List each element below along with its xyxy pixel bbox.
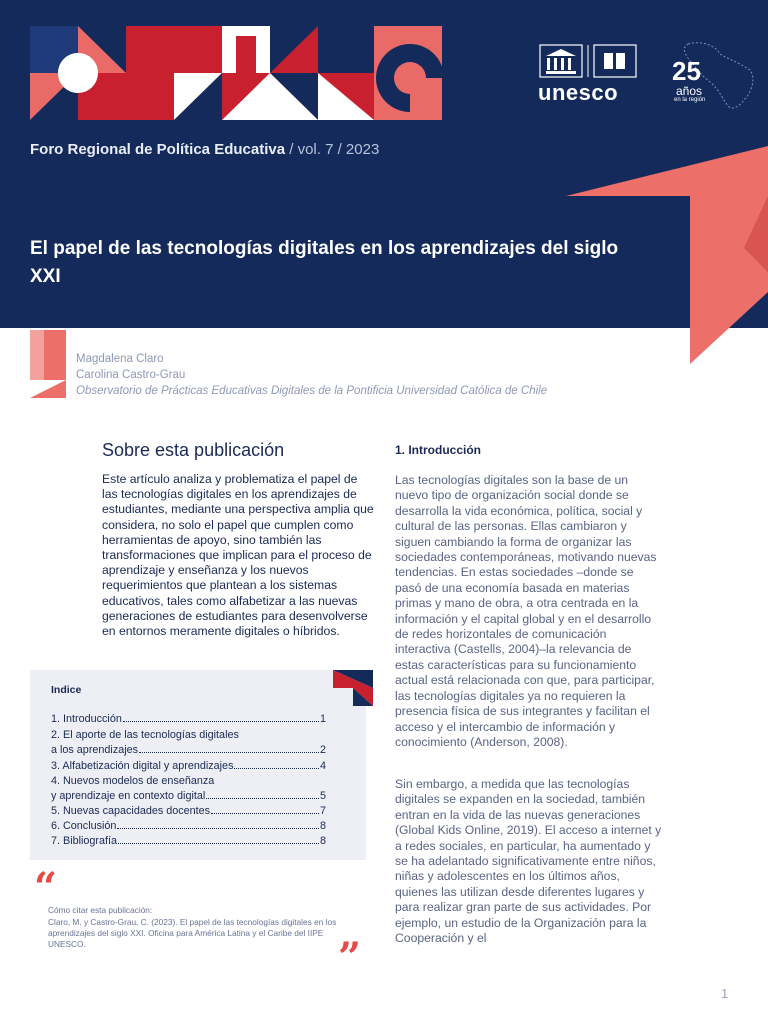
about-text: Este artículo analiza y problematiza el papel de las tecnologías digitales en los aprendizajes de estudiantes, mediante una perspectiva amplia que considera, no solo el papel que cumplen como herramientas de apoyo, sino también las transformaciones que implican para el proceso de aprendizaje y enseñanza y los nuevos requerimientos que plantean a los sistemas educativos, tales como alfabetizar a las nuevas generaciones de estudiantes para desenvolverse en entornos meramente digitales o híbridos. [102, 472, 374, 639]
geometric-pattern-banner [30, 26, 442, 120]
intro-heading: 1. Introducción [395, 443, 482, 457]
close-quote-icon: ” [338, 934, 362, 981]
author-affiliation: Observatorio de Prácticas Educativas Digitales de la Pontificia Universidad Católica de Chile [76, 385, 548, 397]
series-label [30, 141, 379, 158]
arrow-graphic [566, 146, 768, 364]
series-volume: / vol. 7 / 2023 [285, 141, 380, 158]
author-name: Magdalena Claro [76, 353, 164, 365]
author-decoration [30, 330, 66, 398]
index-item[interactable]: 1. Introducción 1 [51, 713, 326, 725]
open-quote-icon: “ [34, 864, 58, 911]
page-title: El papel de las tecnologías digitales en los aprendizajes del siglo XXI [30, 238, 619, 287]
intro-paragraph: Las tecnologías digitales son la base de un nuevo tipo de organización social donde se desarrolla la vida económica, política, social y cultural de las personas. Ellas cambiaron y siguen cambiando la forma de organizar las sociedades contemporáneas, motivando nuevas tendencias. En estas sociedades –donde se pasó de una economía basada en materias primas y mano de obra, a otra centrada en la información y el capital global y en el desarrollo de redes horizontales de comunicación interactiva (Castells, 2004)–la relevancia de estas características para su funcionamiento actual está relacionada con que, para participar, las tecnologías digitales ya no requieren la presencia física de sus integrantes y facilitan el acceso y el intercambio de información y conocimiento (Anderson, 2008). [395, 473, 657, 749]
index-title: Indice [51, 684, 82, 696]
unesco-logo [538, 44, 642, 104]
index-item[interactable]: 5. Nuevas capacidades docentes 7 [51, 805, 326, 817]
index-corner-decoration [333, 670, 373, 706]
citation-label: Cómo citar esta publicación: [48, 905, 153, 915]
intro-paragraph: Sin embargo, a medida que las tecnologías digitales se expanden en la sociedad, también entran en la vida de las nuevas generaciones (Global Kids Online, 2019). El acceso a internet y a redes sociales, en particular, ha aumentado y se ha adelantado significativamente entre niños, niñas y adolescentes en los últimos años, quienes las utilizan desde diferentes lugares y para realizar gran parte de sus actividades. Por ejemplo, un estudio de la Organización para la Cooperación y el [395, 777, 662, 946]
index-item[interactable]: 7. Bibliografía 8 [51, 835, 326, 847]
unesco-temple-icon [538, 44, 642, 80]
citation-text: Claro, M. y Castro-Grau, C. (2023). El papel de las tecnologías digitales en los aprendizajes del siglo XXI. Oficina para América Latina y el Caribe del IIPE UNESCO. [48, 917, 337, 949]
index-item[interactable]: y aprendizaje en contexto digital 5 [51, 790, 326, 802]
anniversary-word: años [676, 84, 703, 98]
index-item-line[interactable]: 4. Nuevos modelos de enseñanza [51, 775, 215, 787]
series-name: Foro Regional de Política Educativa [30, 141, 286, 158]
page-number: 1 [721, 986, 729, 1001]
anniversary-number: 25 [672, 56, 701, 86]
anniversary-sub: en la región [674, 97, 706, 103]
author-name: Carolina Castro-Grau [76, 369, 186, 381]
unesco-wordmark: unesco [538, 80, 619, 105]
index-item[interactable]: 3. Alfabetización digital y aprendizajes 4 [51, 760, 326, 772]
about-heading: Sobre esta publicación [102, 440, 285, 460]
index-item-line[interactable]: 2. El aporte de las tecnologías digitales [51, 729, 239, 741]
index-item[interactable]: 6. Conclusión 8 [51, 820, 326, 832]
anniversary-badge [668, 40, 758, 110]
index-item[interactable]: a los aprendizajes 2 [51, 744, 326, 756]
